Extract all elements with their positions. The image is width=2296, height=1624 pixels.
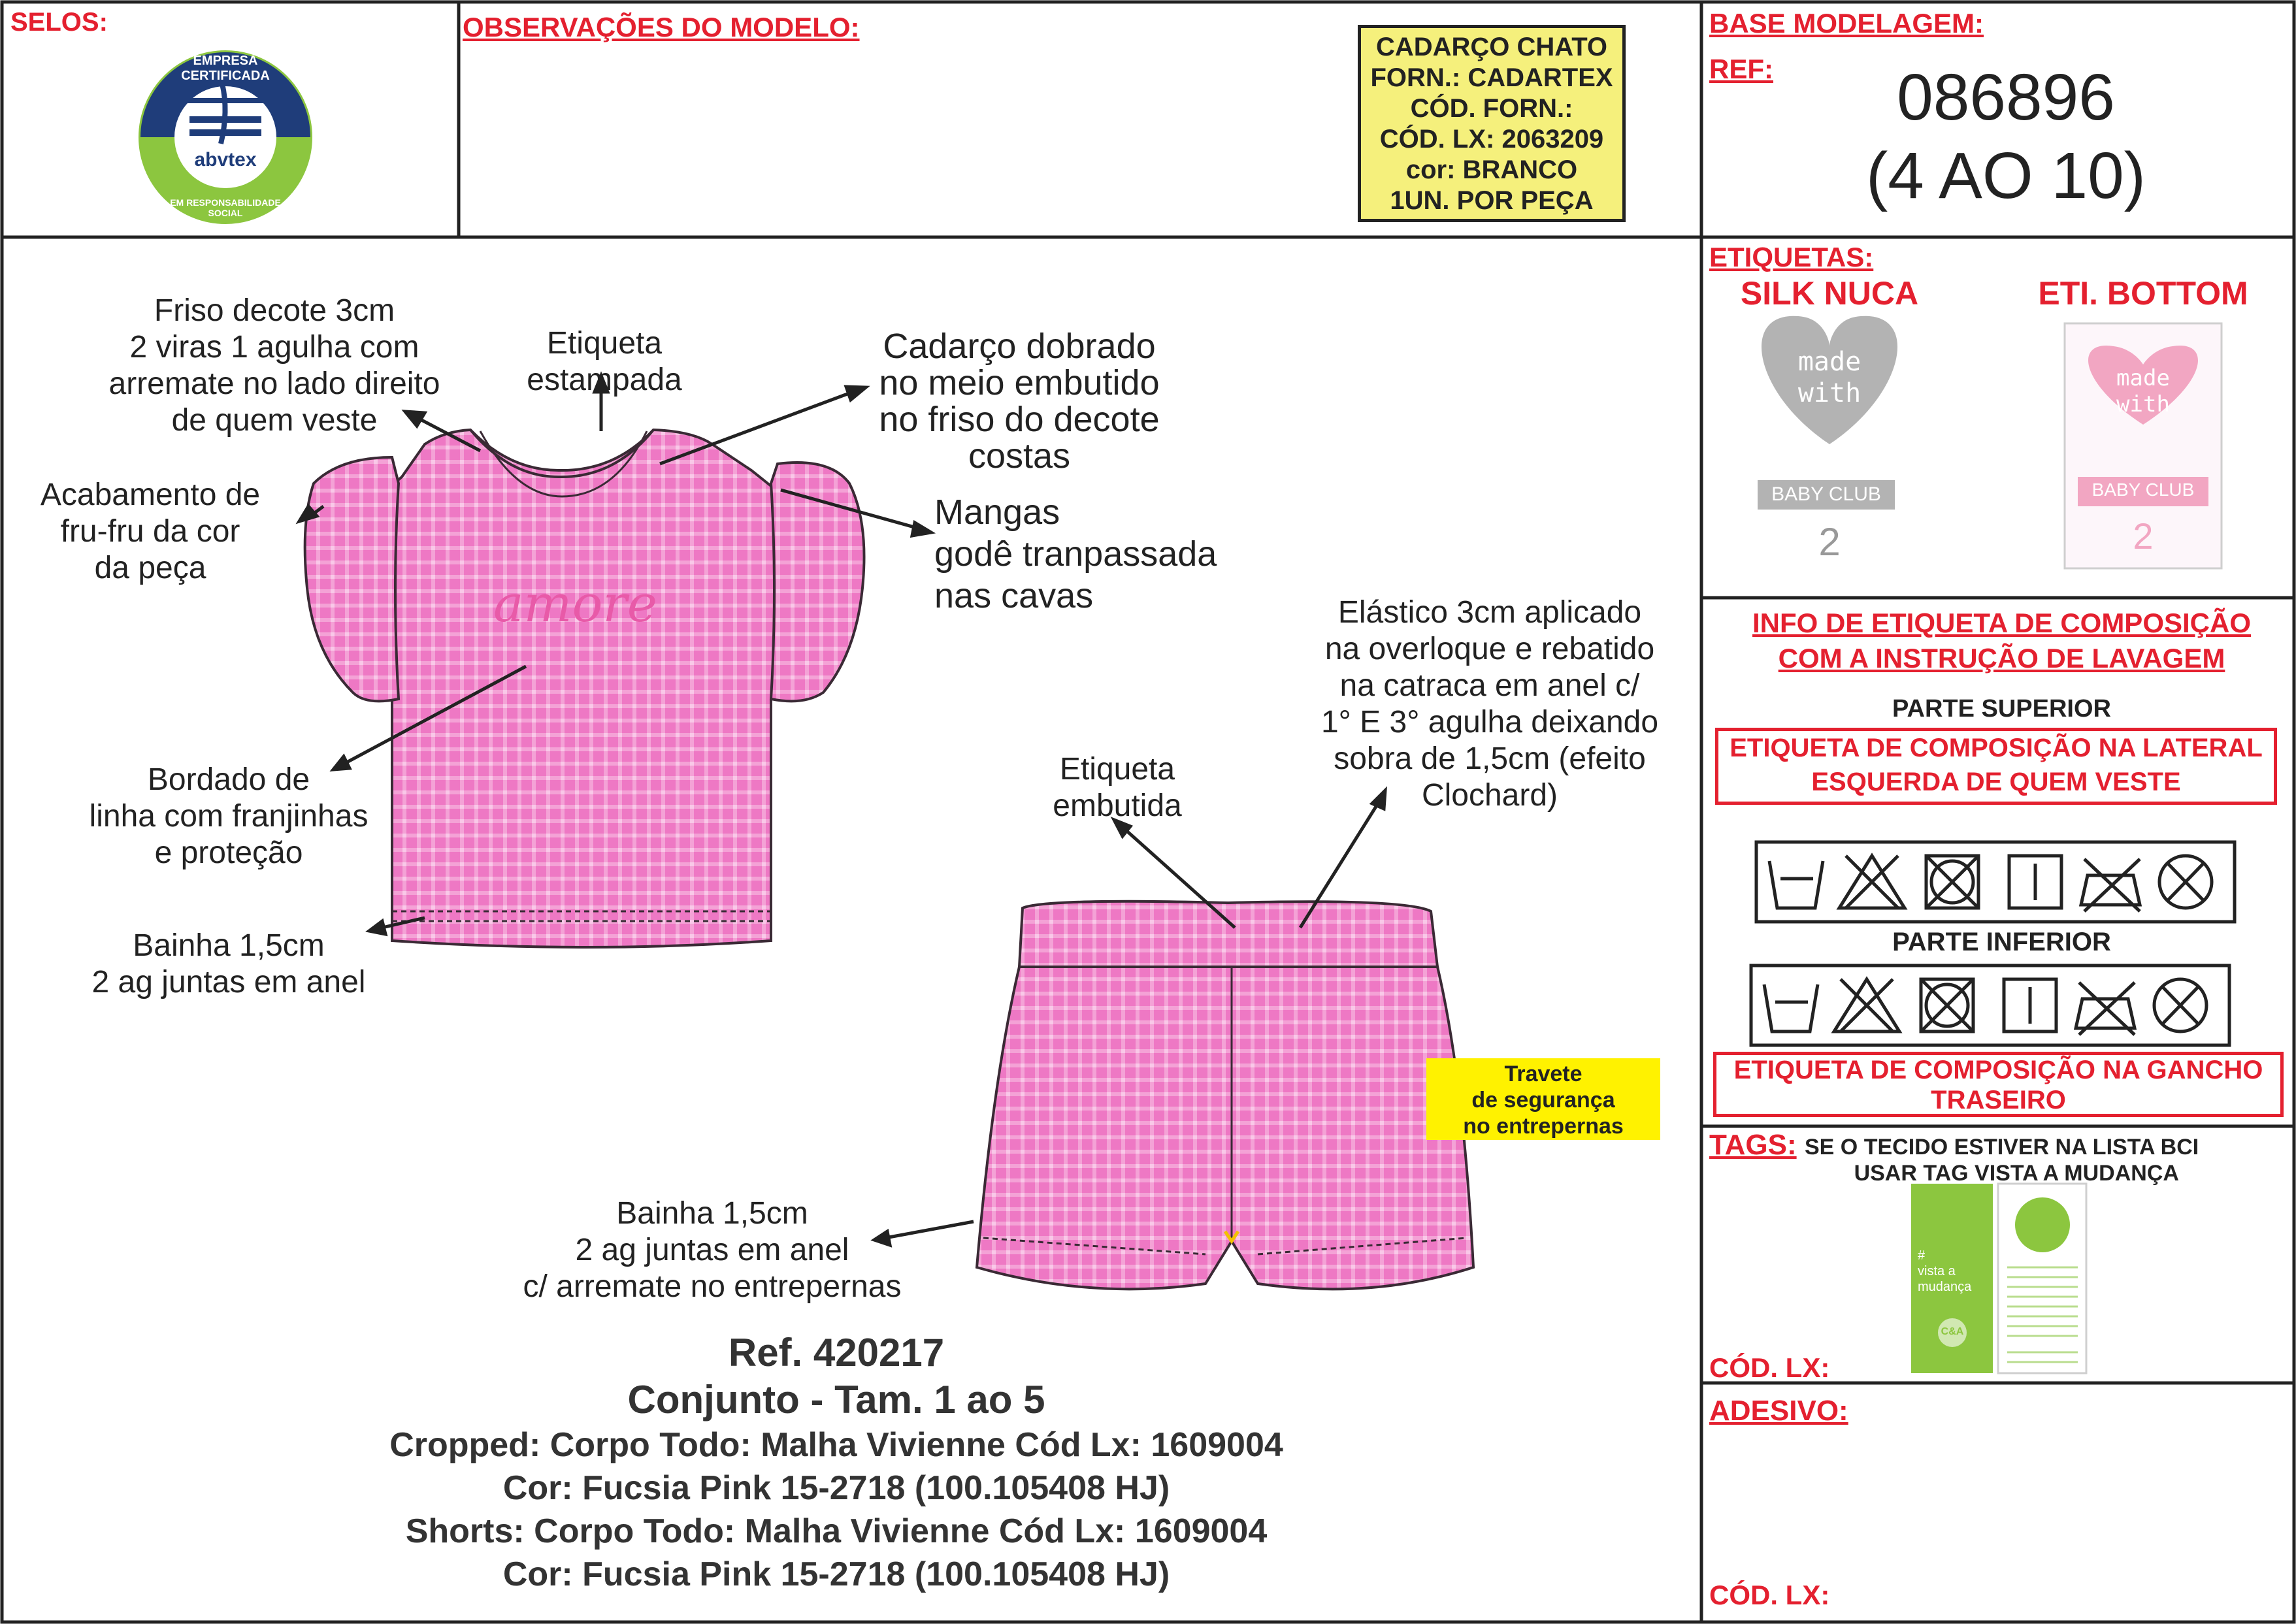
tag-brand: C&A <box>1941 1326 1964 1337</box>
selos-label: SELOS: <box>10 8 108 37</box>
bordado-annotation: Bordado de linha com franjinhas e proteção <box>89 762 369 870</box>
eti-bottom-title: ETI. BOTTOM <box>2038 275 2248 312</box>
wash-symbols-lower <box>1751 966 2229 1045</box>
ref-label: REF: <box>1709 54 1773 84</box>
parte-inferior: PARTE INFERIOR <box>1892 928 2111 956</box>
labels-title: ETIQUETAS: <box>1709 242 1874 272</box>
obs-label: OBSERVAÇÕES DO MODELO: <box>463 12 860 42</box>
silk-with: with <box>1797 378 1861 408</box>
tags-title: TAGS: <box>1709 1129 1797 1161</box>
silk-size: 2 <box>1818 520 1841 564</box>
bottom-with: with <box>2116 391 2170 417</box>
bottom-made: made <box>2116 365 2170 391</box>
composition-title-2: COM A INSTRUÇÃO DE LAVAGEM <box>1778 643 2225 674</box>
tags-cod-lx: CÓD. LX: <box>1709 1352 1830 1383</box>
spec-block <box>196 1329 1477 1596</box>
silk-nuca-title: SILK NUCA <box>1740 275 1919 312</box>
seal-brand: abvtex <box>194 149 257 171</box>
spec-cropped-color: Cor: Fucsia Pink 15-2718 (100.105408 HJ) <box>502 1469 1170 1507</box>
cadarco-note: CADARÇO CHATO FORN.: CADARTEX CÓD. FORN.: CÓD. LX: 2063209 cor: BRANCO 1UN. POR PEÇA <box>1358 25 1626 222</box>
etiqueta-estampada-annotation: Etiqueta estampada <box>527 326 682 397</box>
ref-sizes: (4 AO 10) <box>1866 139 2146 212</box>
cropped-top-drawing <box>305 430 864 947</box>
friso-annotation: Friso decote 3cm 2 viras 1 agulha com arremate no lado direito de quem veste <box>108 293 440 438</box>
elastico-annotation: Elástico 3cm aplicado na overloque e rebatido na catraca em anel c/ 1° E 3° agulha deixando sobra de 1,5cm (efeito Clochard) <box>1320 595 1659 813</box>
adesivo-cod-lx: CÓD. LX: <box>1709 1580 1830 1610</box>
tag-text: # vista a mudança <box>1918 1248 1972 1294</box>
wash-symbols-upper <box>1756 842 2235 922</box>
cadarco-dobrado-annotation: Cadarço dobrado no meio embutido no friso do decote costas <box>879 327 1160 476</box>
spec-ref: Ref. 420217 <box>728 1331 945 1374</box>
acabamento-annotation: Acabamento de fru-fru da cor da peça <box>40 478 261 585</box>
superior-note: ETIQUETA DE COMPOSIÇÃO NA LATERAL ESQUERDA DE QUEM VESTE <box>1715 728 2277 805</box>
adesivo-title: ADESIVO: <box>1709 1395 1848 1427</box>
spec-shorts: Shorts: Corpo Todo: Malha Vivienne Cód Lx: 1609004 <box>405 1512 1268 1550</box>
bainha-top-annotation: Bainha 1,5cm 2 ag juntas em anel <box>91 928 366 999</box>
travete-note: Travete de segurança no entrepernas <box>1426 1058 1660 1140</box>
bottom-size: 2 <box>2133 515 2154 557</box>
ref-number: 086896 <box>1897 61 2115 134</box>
silk-made: made <box>1797 347 1861 377</box>
seal-top-text: EMPRESA CERTIFICADA <box>181 54 270 83</box>
parte-superior: PARTE SUPERIOR <box>1892 695 2111 723</box>
seal-bottom-text: EM RESPONSABILIDADE SOCIAL <box>170 197 281 218</box>
bottom-brand: BABY CLUB <box>2091 479 2195 500</box>
tags-note: SE O TECIDO ESTIVER NA LISTA BCI USAR TAG VISTA A MUDANÇA <box>1805 1135 2199 1186</box>
etiqueta-embutida-annotation: Etiqueta embutida <box>1053 752 1182 823</box>
silk-nuca-label <box>1758 316 1897 510</box>
base-label: BASE MODELAGEM: <box>1709 8 1984 39</box>
spec-conjunto: Conjunto - Tam. 1 ao 5 <box>627 1378 1045 1421</box>
spec-shorts-color: Cor: Fucsia Pink 15-2718 (100.105408 HJ) <box>502 1555 1170 1593</box>
silk-brand: BABY CLUB <box>1771 483 1881 505</box>
inferior-note: ETIQUETA DE COMPOSIÇÃO NA GANCHO TRASEIRO <box>1713 1052 2284 1117</box>
bainha-shorts-annotation: Bainha 1,5cm 2 ag juntas em anel c/ arremate no entrepernas <box>523 1196 902 1304</box>
spec-cropped: Cropped: Corpo Todo: Malha Vivienne Cód Lx: 1609004 <box>389 1426 1283 1464</box>
embroidery-word: amore <box>493 575 657 634</box>
shorts-drawing <box>977 901 1473 1290</box>
mangas-annotation: Mangas godê tranpassada nas cavas <box>934 493 1217 615</box>
composition-title-1: INFO DE ETIQUETA DE COMPOSIÇÃO <box>1752 608 2252 638</box>
